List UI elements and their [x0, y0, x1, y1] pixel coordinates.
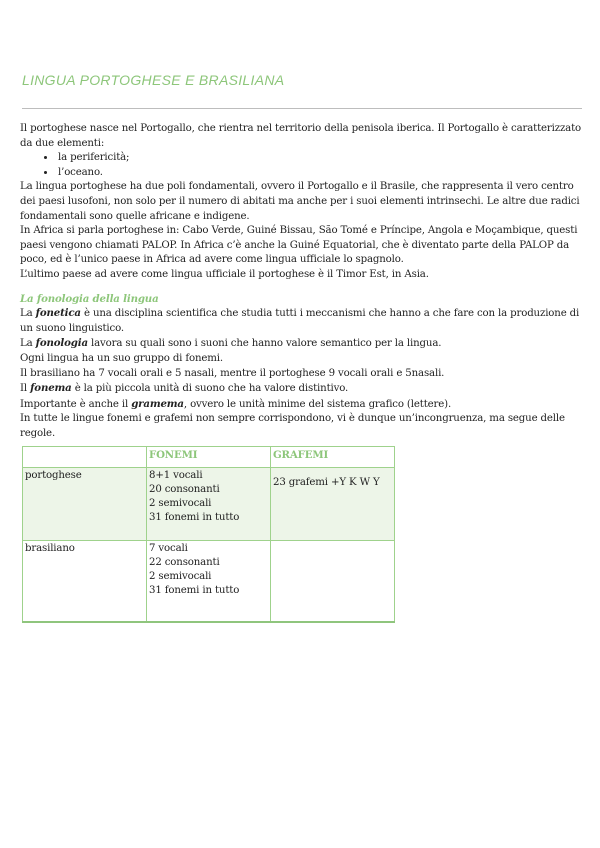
cell-line: 31 fonemi in tutto [149, 585, 240, 596]
text-fragment: Importante è anche il [20, 398, 132, 410]
table-header-cell [23, 447, 147, 468]
text-fragment: , ovvero le unità minime del sistema grafico (lettere). [183, 398, 452, 410]
row-label: brasiliano [23, 541, 147, 623]
table-row [23, 468, 395, 541]
fonemi-cell [147, 541, 271, 623]
text-fragment: è una disciplina scientifica che studia tutti i meccanismi che hanno a che fare con la produzione di un suono linguistico. [20, 308, 580, 334]
intro-paragraph-1: Il portoghese nasce nel Portogallo, che rientra nel territorio della penisola iberica. Il Portogallo è caratterizzato da due elementi: [20, 123, 582, 149]
cell-line: 20 consonanti [149, 484, 220, 495]
cell-line: 31 fonemi in tutto [149, 512, 240, 523]
cell-line: 2 semivocali [149, 498, 212, 509]
text-fragment: è la più piccola unità di suono che ha valore distintivo. [71, 383, 349, 395]
cell-line: 22 consonanti [149, 557, 220, 568]
phonology-line-4: Il brasiliano ha 7 vocali orali e 5 nasali, mentre il portoghese 9 vocali orali e 5nasali. [20, 367, 445, 379]
phonology-line-fonologia [20, 336, 585, 352]
phoneme-table [22, 446, 395, 623]
text-fragment: Il [20, 383, 31, 395]
intro-paragraph-2: La lingua portoghese ha due poli fondamentali, ovvero il Portogallo e il Brasile, che rappresenta il vero centro dei paesi lusofoni, non solo per il numero di abitati ma anche per i suoi elementi intrinsechi. Le altre due radici fondamentali sono quelle africane e indigene. [20, 181, 580, 222]
cell-line: 7 vocali [149, 543, 188, 554]
list-item: • la perifericità; [56, 151, 585, 166]
list-item: • l’oceano. [56, 166, 585, 181]
intro-paragraph-3: In Africa si parla portoghese in: Cabo Verde, Guiné Bissau, São Tomé e Príncipe, Angola e Moçambique, questi paesi vengono chiamati PALOP. In Africa c’è anche la Guiné Equatorial, che è diventato parte della PALOP da poco, ed è l’unico paese in Africa ad avere come lingua ufficiale lo spagnolo. [20, 225, 578, 266]
table-row [23, 541, 395, 623]
grafemi-cell [271, 541, 395, 623]
table-header-fonemi: FONEMI [147, 447, 271, 468]
term-fonologia: fonologia [35, 337, 88, 350]
term-fonetica: fonetica [35, 307, 81, 320]
title-divider [22, 108, 582, 109]
cell-line: 8+1 vocali [149, 470, 203, 481]
document-body [20, 122, 585, 441]
term-fonema: fonema [30, 382, 72, 395]
intro-paragraph-4: L’ultimo paese ad avere come lingua ufficiale il portoghese è il Timor Est, in Asia. [20, 268, 429, 280]
phonology-line-3: Ogni lingua ha un suo gruppo di fonemi. [20, 352, 223, 364]
phonology-line-gramema [20, 397, 585, 413]
term-gramema: gramema [131, 397, 184, 410]
fonemi-cell [147, 468, 271, 541]
text-fragment: La [20, 308, 36, 320]
text-fragment: lavora su quali sono i suoni che hanno valore semantico per la lingua. [87, 338, 442, 350]
elements-list [20, 151, 585, 180]
section-heading-phonology: La fonologia della lingua [20, 292, 159, 305]
row-label: portoghese [23, 468, 147, 541]
phonology-line-fonema [20, 381, 585, 397]
grafemi-cell: 23 grafemi +Y K W Y [271, 468, 395, 541]
phonology-line-7: In tutte le lingue fonemi e grafemi non sempre corrispondono, vi è dunque un’incongruenza, ma segue delle regole. [20, 413, 565, 439]
table-header-row [23, 447, 395, 468]
page-title: LINGUA PORTOGHESE E BRASILIANA [22, 72, 285, 88]
table-header-grafemi: GRAFEMI [271, 447, 395, 468]
phonology-line-fonetica [20, 306, 585, 336]
cell-line: 2 semivocali [149, 571, 212, 582]
text-fragment: La [20, 338, 36, 350]
